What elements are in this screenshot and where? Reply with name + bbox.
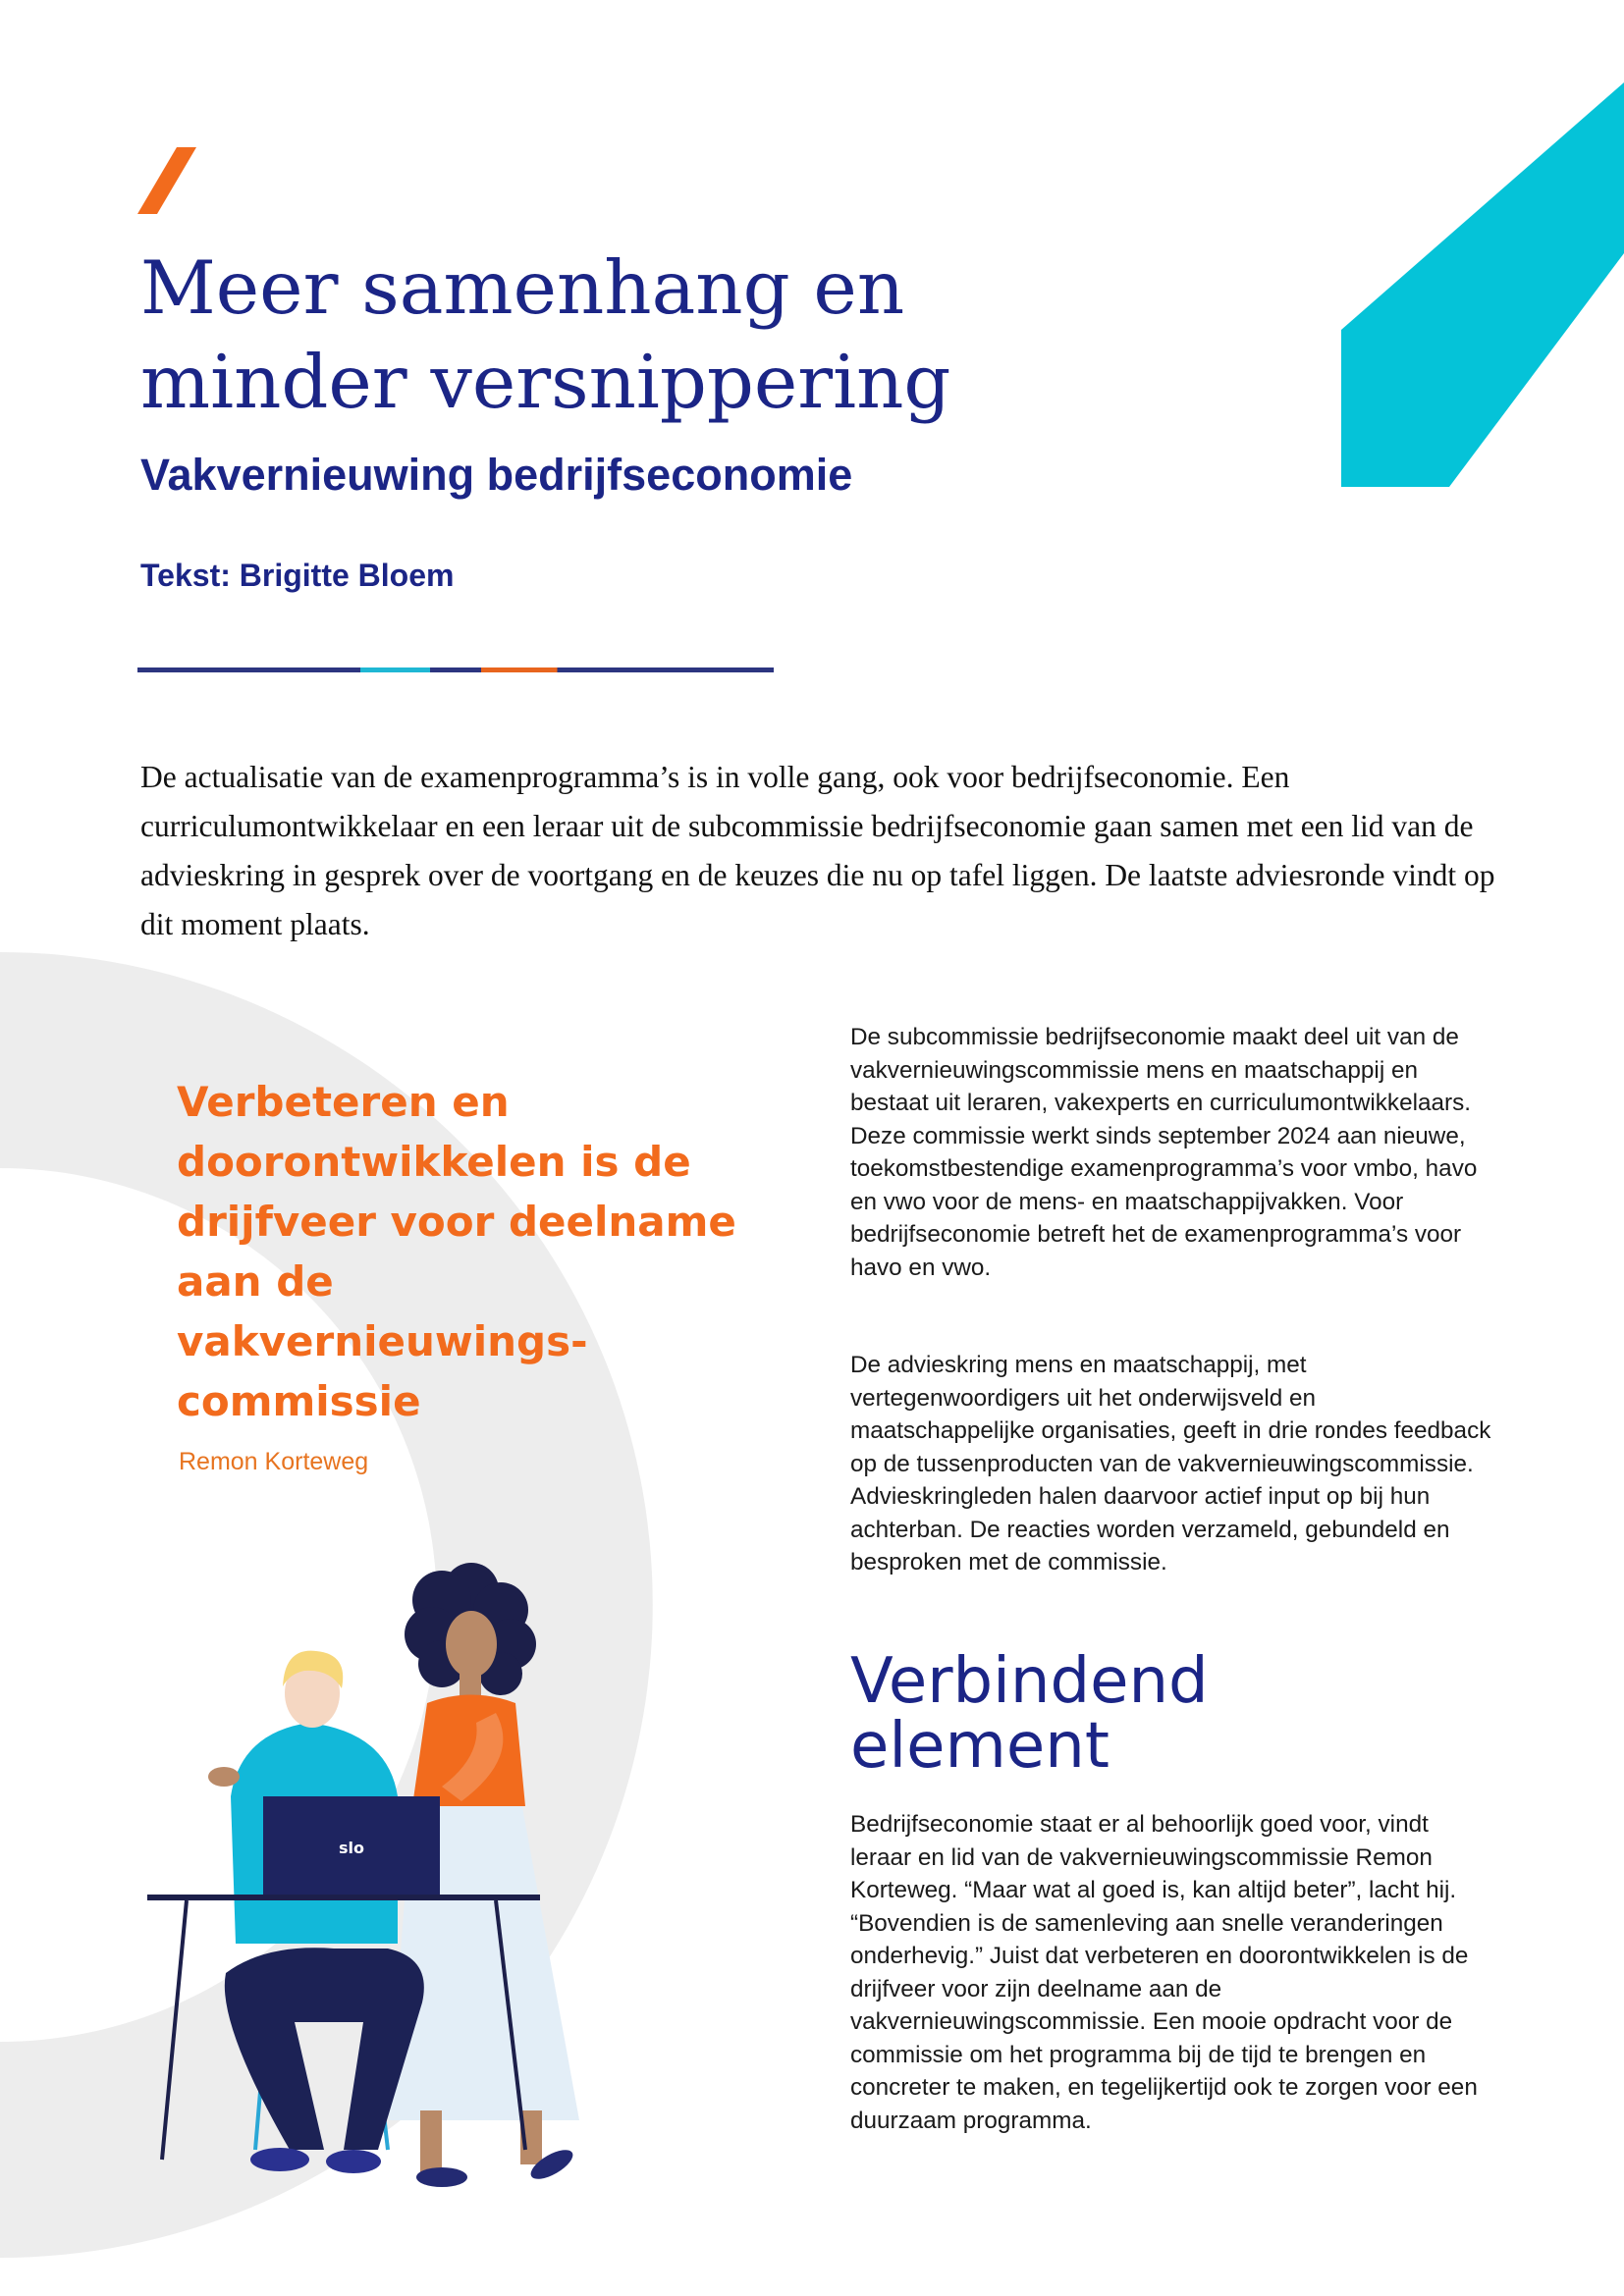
- people-laptop-illustration: [147, 1561, 619, 2209]
- woman-neck: [460, 1671, 481, 1696]
- pull-quote-author: Remon Korteweg: [179, 1448, 369, 1475]
- body-paragraph-2: De advieskring mens en maatschappij, met vertegenwoordigers uit het onderwijsveld en maatschappelijke organisaties, geeft in drie rondes feedback op de tussenproducten van de vakvernieuwingscommissie. Advieskringleden halen daarvoor actief input op bij hun achterban. De reacties worden verzameld, gebundeld en besproken met de commissie.: [850, 1352, 1491, 1575]
- woman-leg: [420, 2110, 442, 2174]
- section-heading: Verbindend element: [850, 1645, 1209, 1783]
- article-title: Meer samenhang en minder versnippering: [140, 244, 951, 425]
- header-divider: [137, 667, 774, 672]
- laptop-logo: slo: [339, 1839, 364, 1857]
- woman-shoe: [416, 2167, 467, 2187]
- orange-slash-mark: [137, 147, 200, 216]
- article-subtitle: Vakvernieuwing bedrijfseconomie: [140, 450, 853, 500]
- man-shoe: [250, 2148, 309, 2171]
- article-author: Tekst: Brigitte Bloem: [140, 558, 455, 593]
- woman-hand: [208, 1767, 240, 1787]
- woman-face: [446, 1611, 497, 1678]
- man-shoe: [326, 2150, 381, 2173]
- desk-top: [147, 1895, 540, 1900]
- body-paragraph-3: Bedrijfseconomie staat er al behoorlijk goed voor, vindt leraar en lid van de vakvernieuwingscommissie Remon Korteweg. “Maar wat al goed is, kan altijd beter”, lacht hij. “Bovendien is de samenleving aan snelle veranderingen onderhevig.” Juist dat verbeteren en doorontwikkelen is de drijfveer voor zijn deelname aan de vakvernieuwingscommissie. Een mooie opdracht voor de commissie om het programma bij de tijd te brengen en concreter te maken, en tegelijkertijd ook te zorgen voor een duurzaam programma.: [850, 1811, 1478, 2134]
- body-paragraph-1: De subcommissie bedrijfseconomie maakt deel uit van de vakvernieuwingscommissie mens en maatschappij en bestaat uit leraren, vakexperts en curriculumontwikkelaars. Deze commissie werkt sinds september 2024 aan nieuwe, toekomstbestendige examenprogramma’s voor vmbo, havo en vwo voor de mens- en maatschappijvakken. Voor bedrijfseconomie betreft het de examenprogramma’s voor havo en vwo.: [850, 1024, 1478, 1281]
- pull-quote: Verbeteren en doorontwikkelen is de drijfveer voor deelname aan de vakvernieuwings-commissie: [177, 1078, 736, 1425]
- article-intro: De actualisatie van de examenprogramma’s is in volle gang, ook voor bedrijfseconomie. Een curriculumontwikkelaar en een leraar uit de subcommissie bedrijfseconomie gaan samen met een lid van de advieskring in gesprek over de voortgang en de keuzes die nu op tafel liggen. De laatste adviesronde vindt op dit moment plaats.: [140, 760, 1495, 941]
